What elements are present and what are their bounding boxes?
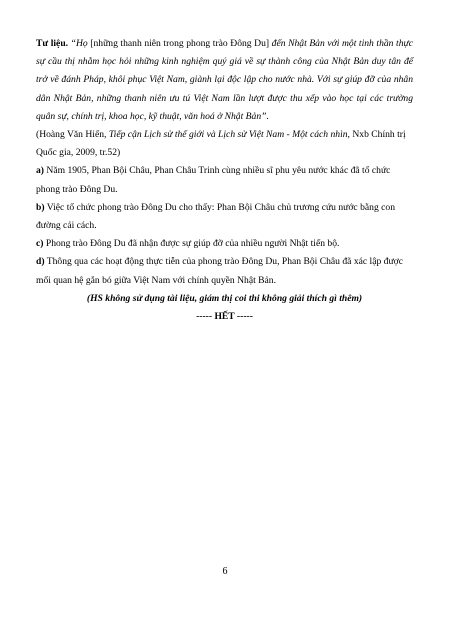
statement-text: Năm 1905, Phan Bội Châu, Phan Châu Trinh cùng nhiều sĩ phu yêu nước khác đã tổ chức phong trào Đông Du. — [36, 165, 391, 195]
page-content — [36, 35, 413, 326]
quote-body: đến Nhật Bản với một tinh thần thực sự cầu thị nhằm học hỏi những kinh nghiệm quý giá về sự thành công của Nhật Bản duy tân để trở về đánh Pháp, khôi phục Việt Nam, giành lại độc lập cho nước nhà. Với sự giúp đỡ của nhân dân Nhật Bản, những thanh niên ưu tú Việt Nam lần lượt được thu xếp vào học tại các trường quân sự, chính trị, khoa học, kỹ thuật, văn hoá ở Nhật Bản”. — [36, 38, 414, 122]
statement-label: c) — [36, 238, 44, 250]
source-title: Tiếp cận Lịch sử thế giới và Lịch sử Việt Nam - Một cách nhìn — [108, 129, 348, 141]
page-number: 6 — [222, 566, 228, 577]
quote-insert: [những thanh niên trong phong trào Đông Du] — [90, 38, 270, 49]
passage-label: Tư liệu. — [36, 38, 69, 49]
statement-text: Việc tổ chức phong trào Đông Du cho thấy: Phan Bội Châu chủ trương cứu nước bằng con đường cải cách. — [36, 201, 395, 232]
statement-label: d) — [36, 256, 45, 268]
statement-c — [36, 235, 413, 253]
statement-a — [36, 162, 413, 198]
passage-quote — [36, 35, 413, 126]
source-author: (Hoàng Văn Hiển, — [36, 129, 107, 141]
statement-text: Thông qua các hoạt động thực tiễn của phong trào Đông Du, Phan Bội Châu đã xác lập được mối quan hệ gắn bó giữa Việt Nam với chính quyền Nhật Bản. — [36, 256, 403, 286]
statement-text: Phong trào Đông Du đã nhận được sự giúp đỡ của nhiều người Nhật tiến bộ. — [45, 238, 340, 250]
statement-label: b) — [36, 201, 45, 213]
source-publisher: , Nxb Chính trị Quốc gia, 2009, tr.52) — [36, 129, 406, 159]
statement-b — [36, 199, 413, 235]
statement-label: a) — [36, 165, 44, 177]
statement-d — [36, 253, 413, 289]
end-mark: ----- HẾT ----- — [196, 311, 253, 323]
quote-open: “Họ — [70, 38, 88, 49]
exam-note: (HS không sử dụng tài liệu, giám thị coi thi không giải thích gì thêm) — [86, 292, 363, 304]
passage-source — [36, 126, 413, 162]
